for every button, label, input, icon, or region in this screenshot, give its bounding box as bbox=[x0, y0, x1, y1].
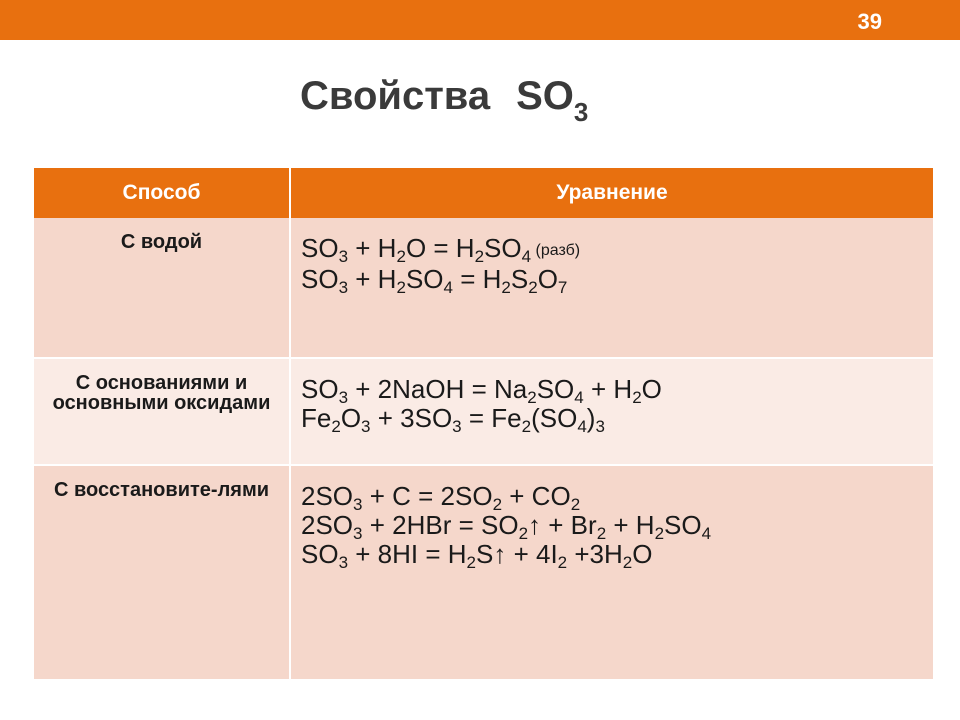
equation-line bbox=[301, 510, 933, 543]
equation-text: + H bbox=[606, 510, 655, 540]
equation-text: O bbox=[537, 264, 558, 294]
method-cell: С основаниями и основными оксидами bbox=[34, 358, 290, 465]
equation-text: SO bbox=[536, 374, 575, 404]
equation-text: +3H bbox=[567, 539, 623, 569]
equation-text: SO bbox=[484, 233, 522, 263]
subscript: 3 bbox=[338, 388, 349, 407]
equation-text: + H bbox=[348, 264, 397, 294]
equation-text: = Fe bbox=[461, 403, 522, 433]
subscript: 4 bbox=[443, 278, 453, 297]
equation-text: + 3SO bbox=[370, 403, 453, 433]
equation-text: + C = 2SO bbox=[362, 481, 493, 511]
subscript: 2 bbox=[474, 247, 485, 266]
subscript: 2 bbox=[492, 495, 503, 514]
subscript: 2 bbox=[396, 278, 406, 297]
equation-text: + CO bbox=[502, 481, 571, 511]
subscript: 7 bbox=[557, 278, 568, 297]
equation-text: + 2NaOH = Na bbox=[348, 374, 528, 404]
equation-text: O bbox=[632, 539, 653, 569]
equation-text: S bbox=[510, 264, 529, 294]
slide-title-formula: SO bbox=[516, 74, 574, 118]
equation-note: (разб) bbox=[531, 242, 581, 259]
equation-text: ) bbox=[586, 403, 596, 433]
equations-cell bbox=[290, 465, 933, 680]
subscript: 4 bbox=[521, 247, 532, 266]
equation-line bbox=[301, 374, 933, 407]
equation-text: O bbox=[641, 374, 662, 404]
subscript: 3 bbox=[338, 247, 349, 266]
subscript: 2 bbox=[521, 417, 532, 436]
subscript: 2 bbox=[331, 417, 341, 436]
subscript: 3 bbox=[338, 278, 349, 297]
page-number: 39 bbox=[857, 9, 882, 34]
table-row bbox=[34, 465, 933, 680]
subscript: 2 bbox=[557, 553, 568, 572]
equation-line bbox=[301, 539, 933, 572]
equation-text: SO bbox=[405, 264, 444, 294]
equation-line bbox=[301, 481, 933, 514]
equation-text: S↑ + 4I bbox=[476, 539, 558, 569]
subscript: 2 bbox=[622, 553, 633, 572]
equation-text: ↑ + Br bbox=[528, 510, 597, 540]
slide-title-formula-subscript: 3 bbox=[573, 97, 589, 127]
equation-line bbox=[301, 234, 933, 265]
subscript: 3 bbox=[452, 417, 462, 436]
equation-line bbox=[301, 264, 933, 297]
subscript: 3 bbox=[361, 417, 371, 436]
equation-text: 2SO bbox=[301, 481, 354, 511]
equations-cell bbox=[290, 218, 933, 358]
subscript: 3 bbox=[338, 553, 349, 572]
subscript: 3 bbox=[353, 524, 363, 543]
equation-text: SO bbox=[301, 264, 339, 294]
equation-text: O bbox=[340, 403, 362, 433]
subscript: 4 bbox=[577, 417, 587, 436]
slide-title bbox=[300, 74, 588, 128]
equation-text: = H bbox=[452, 264, 502, 294]
subscript: 2 bbox=[466, 553, 477, 572]
subscript: 2 bbox=[396, 247, 406, 266]
equation-text: SO bbox=[301, 233, 339, 263]
top-bar bbox=[0, 0, 960, 40]
subscript: 2 bbox=[570, 495, 581, 514]
equation-line bbox=[301, 403, 933, 436]
equation-text: SO bbox=[301, 539, 339, 569]
subscript: 2 bbox=[527, 388, 537, 407]
properties-table bbox=[34, 168, 933, 681]
subscript: 2 bbox=[518, 524, 529, 543]
subscript: 2 bbox=[632, 388, 642, 407]
table-row bbox=[34, 358, 933, 465]
subscript: 4 bbox=[574, 388, 584, 407]
equation-text: SO bbox=[664, 510, 702, 540]
equation-text: Fe bbox=[301, 403, 332, 433]
subscript: 2 bbox=[501, 278, 511, 297]
equation-text: (SO bbox=[531, 403, 578, 433]
slide-title-word: Свойства bbox=[300, 74, 491, 118]
subscript: 2 bbox=[654, 524, 665, 543]
header-equation: Уравнение bbox=[290, 168, 933, 218]
subscript: 2 bbox=[596, 524, 607, 543]
equations-cell bbox=[290, 358, 933, 465]
equation-text: + H bbox=[348, 233, 397, 263]
equation-text: + H bbox=[583, 374, 633, 404]
table-header-row bbox=[34, 168, 933, 218]
header-method: Способ bbox=[34, 168, 290, 218]
table-row bbox=[34, 218, 933, 358]
method-cell: С водой bbox=[34, 218, 290, 358]
subscript: 3 bbox=[595, 417, 605, 436]
subscript: 2 bbox=[528, 278, 538, 297]
equation-text: + 2HBr = SO bbox=[362, 510, 519, 540]
subscript: 3 bbox=[353, 495, 363, 514]
equation-text: O = H bbox=[405, 233, 475, 263]
method-cell: С восстановите-лями bbox=[34, 465, 290, 680]
equation-text: 2SO bbox=[301, 510, 354, 540]
equation-text: SO bbox=[301, 374, 339, 404]
subscript: 4 bbox=[701, 524, 712, 543]
equation-text: + 8HI = H bbox=[348, 539, 467, 569]
